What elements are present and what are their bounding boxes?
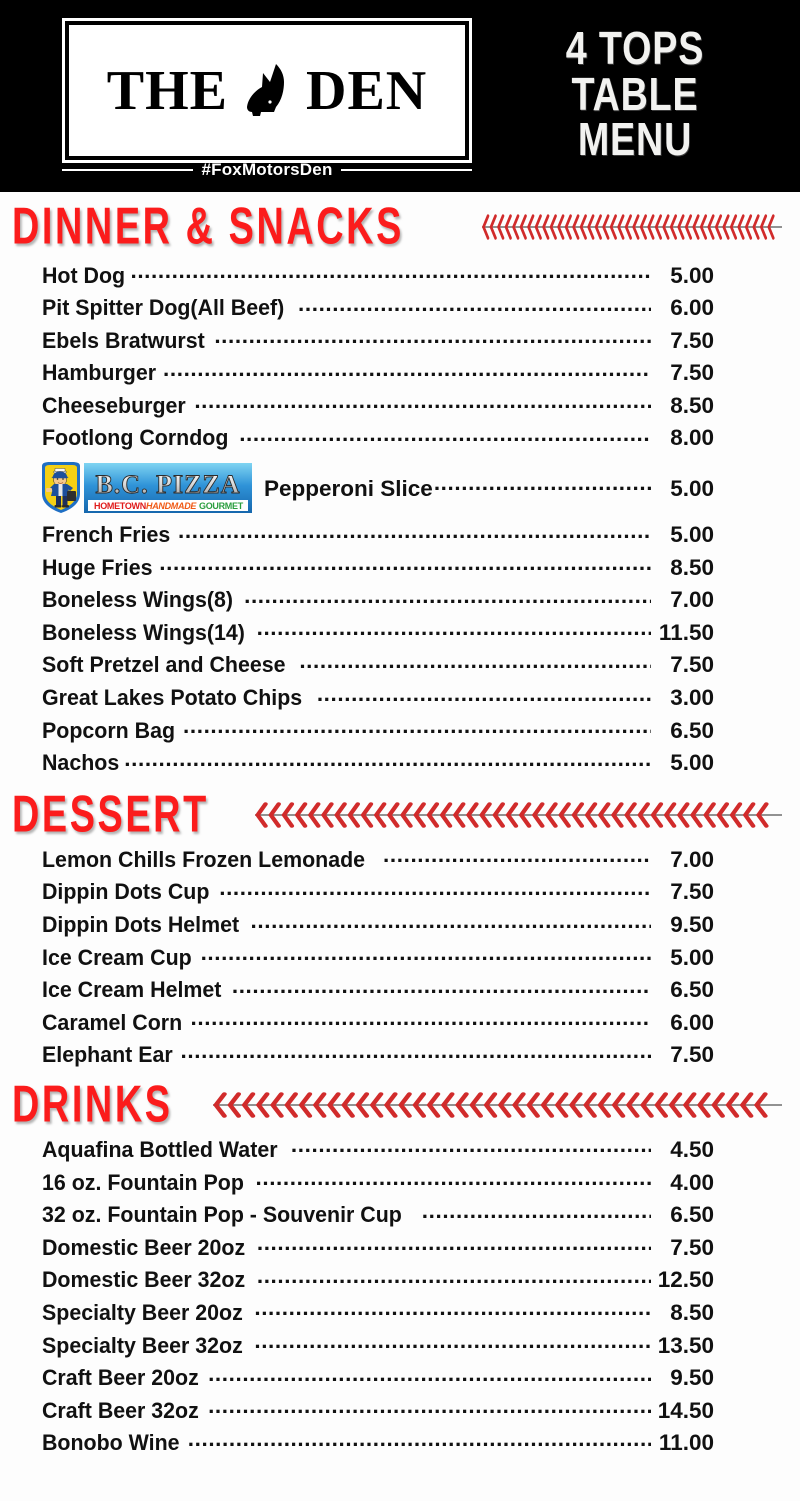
menu-row bbox=[42, 975, 714, 1008]
dot-leader bbox=[194, 390, 651, 413]
item-price: 6.50 bbox=[670, 1202, 714, 1228]
menu-row bbox=[42, 1232, 714, 1265]
item-price: 13.50 bbox=[657, 1332, 714, 1358]
item-name: Popcorn Bag bbox=[42, 717, 176, 743]
item-name: Dippin Dots Helmet bbox=[42, 912, 240, 937]
stitch-divider-dinner bbox=[482, 210, 782, 244]
item-name: Great Lakes Potato Chips bbox=[42, 685, 303, 711]
menu-row bbox=[42, 325, 714, 358]
menu-row bbox=[42, 844, 714, 877]
menu-row bbox=[42, 617, 714, 650]
menu-row bbox=[42, 1134, 714, 1167]
item-name: Craft Beer 20oz bbox=[42, 1365, 199, 1391]
dot-leader bbox=[256, 1167, 652, 1190]
dot-leader bbox=[291, 1134, 651, 1157]
item-price: 7.50 bbox=[670, 1042, 714, 1068]
dot-leader bbox=[254, 1330, 651, 1353]
dinner-items-lower bbox=[0, 520, 800, 781]
item-name: Specialty Beer 32oz bbox=[42, 1332, 243, 1358]
menu-row bbox=[42, 1167, 714, 1200]
dot-leader bbox=[178, 520, 651, 543]
item-price: 7.50 bbox=[670, 879, 714, 905]
item-price: 7.50 bbox=[670, 652, 714, 678]
item-name: Huge Fries bbox=[42, 554, 153, 580]
svg-text:B.C. PIZZA: B.C. PIZZA bbox=[95, 469, 241, 499]
section-title-dinner: DINNER & SNACKS bbox=[12, 197, 404, 256]
dot-leader bbox=[181, 1040, 651, 1063]
dot-leader bbox=[317, 683, 651, 706]
dot-leader bbox=[434, 473, 651, 496]
item-price: 11.00 bbox=[658, 1430, 714, 1456]
item-name: Domestic Beer 20oz bbox=[42, 1234, 246, 1260]
den-logo-inner bbox=[69, 25, 465, 156]
dot-leader bbox=[251, 910, 651, 933]
logo-word-den: DEN bbox=[306, 59, 428, 122]
item-name: Ebels Bratwurst bbox=[42, 327, 205, 353]
item-name: 32 oz. Fountain Pop - Souvenir Cup bbox=[42, 1202, 402, 1228]
menu-row bbox=[42, 1330, 714, 1363]
item-price: 6.50 bbox=[670, 717, 714, 743]
item-price: 12.50 bbox=[657, 1267, 714, 1293]
item-price: 5.00 bbox=[670, 522, 714, 548]
menu-title-line1: 4 TOPS bbox=[565, 22, 705, 74]
dot-leader bbox=[208, 1363, 651, 1386]
menu-row bbox=[42, 293, 714, 326]
dot-leader bbox=[239, 423, 651, 446]
item-price: 8.50 bbox=[670, 392, 714, 418]
item-price: 6.00 bbox=[670, 1009, 714, 1035]
menu-row bbox=[42, 423, 714, 456]
section-title-drinks: DRINKS bbox=[12, 1075, 173, 1134]
menu-title bbox=[516, 22, 754, 166]
item-price: 5.00 bbox=[670, 475, 714, 501]
dessert-items bbox=[0, 844, 800, 1072]
dot-leader bbox=[183, 715, 651, 738]
dot-leader bbox=[163, 358, 651, 381]
dinner-items-upper bbox=[0, 256, 800, 456]
header-banner bbox=[0, 0, 800, 192]
menu-row bbox=[42, 1297, 714, 1330]
item-name: Bonobo Wine bbox=[42, 1430, 180, 1456]
item-price: 9.50 bbox=[670, 912, 714, 937]
dot-leader bbox=[159, 552, 651, 575]
item-name: Hamburger bbox=[42, 360, 157, 386]
item-name: Boneless Wings(14) bbox=[42, 619, 245, 645]
dot-leader bbox=[257, 1232, 651, 1255]
menu-row bbox=[42, 877, 714, 910]
menu-title-line2: TABLE MENU bbox=[571, 67, 699, 166]
item-name: Nachos bbox=[42, 750, 120, 776]
menu-row bbox=[42, 1363, 714, 1396]
item-name: Boneless Wings(8) bbox=[42, 587, 234, 613]
menu-row bbox=[42, 942, 714, 975]
item-name: Pepperoni Slice bbox=[264, 475, 433, 501]
hashtag-row bbox=[62, 155, 472, 185]
menu-row bbox=[42, 390, 714, 423]
item-price: 11.50 bbox=[658, 619, 714, 645]
item-name: Specialty Beer 20oz bbox=[42, 1299, 243, 1325]
stitch-divider-drinks bbox=[213, 1088, 782, 1122]
item-price: 7.00 bbox=[670, 587, 714, 613]
bc-pizza-row bbox=[0, 456, 800, 520]
svg-text:HANDMADE: HANDMADE bbox=[146, 500, 197, 511]
dot-leader bbox=[299, 650, 651, 673]
hashtag-label: #FoxMotorsDen bbox=[201, 160, 333, 179]
dot-leader bbox=[201, 942, 651, 965]
menu-row bbox=[42, 585, 714, 618]
dot-leader bbox=[422, 1200, 651, 1223]
item-name: Cheeseburger bbox=[42, 392, 186, 418]
dot-leader bbox=[191, 1007, 651, 1030]
dot-leader bbox=[188, 1428, 651, 1451]
logo-word-the: THE bbox=[106, 59, 229, 122]
item-name: French Fries bbox=[42, 522, 171, 548]
item-price: 7.50 bbox=[670, 1234, 714, 1260]
menu-row bbox=[42, 552, 714, 585]
hashtag-rule-right bbox=[341, 169, 472, 171]
item-name: Aquafina Bottled Water bbox=[42, 1136, 278, 1162]
item-price: 6.50 bbox=[670, 977, 714, 1003]
menu-row bbox=[42, 1395, 714, 1428]
item-price: 6.00 bbox=[670, 295, 714, 321]
dot-leader bbox=[257, 617, 651, 640]
item-name: Craft Beer 32oz bbox=[42, 1397, 199, 1423]
menu-row bbox=[42, 260, 714, 293]
dot-leader bbox=[383, 844, 651, 867]
item-price: 5.00 bbox=[670, 262, 714, 288]
dot-leader bbox=[124, 748, 651, 771]
dot-leader bbox=[244, 585, 651, 608]
item-name: Pit Spitter Dog(All Beef) bbox=[42, 295, 285, 321]
menu-row bbox=[42, 1007, 714, 1040]
menu-row bbox=[42, 910, 714, 943]
section-drinks bbox=[0, 1076, 800, 1460]
item-price: 9.50 bbox=[670, 1365, 714, 1391]
dot-leader bbox=[298, 293, 651, 316]
fox-head-icon bbox=[236, 60, 298, 122]
menu-row bbox=[42, 1428, 714, 1461]
section-dinner-snacks bbox=[0, 192, 800, 780]
dot-leader bbox=[208, 1395, 651, 1418]
den-logo-box bbox=[62, 18, 472, 163]
item-name: Domestic Beer 32oz bbox=[42, 1267, 246, 1293]
menu-row bbox=[42, 1265, 714, 1298]
dot-leader bbox=[257, 1265, 651, 1288]
item-name: Hot Dog bbox=[42, 262, 126, 288]
section-header-drinks bbox=[0, 1076, 800, 1134]
hashtag-rule-left bbox=[62, 169, 193, 171]
item-name: Footlong Corndog bbox=[42, 425, 229, 451]
menu-row bbox=[42, 520, 714, 553]
item-price: 8.00 bbox=[670, 425, 714, 451]
section-dessert bbox=[0, 786, 800, 1072]
item-price: 3.00 bbox=[670, 685, 714, 711]
item-name: Lemon Chills Frozen Lemonade bbox=[42, 846, 366, 872]
menu-row bbox=[42, 1040, 714, 1073]
menu-row bbox=[42, 358, 714, 391]
item-price: 5.00 bbox=[670, 750, 714, 776]
bc-pizza-logo bbox=[36, 460, 252, 516]
dot-leader bbox=[232, 975, 651, 998]
dot-leader bbox=[214, 325, 651, 348]
item-name: 16 oz. Fountain Pop bbox=[42, 1169, 244, 1195]
stitch-divider-dessert bbox=[255, 798, 782, 832]
menu-row bbox=[42, 1200, 714, 1233]
item-name: Dippin Dots Cup bbox=[42, 879, 210, 905]
item-price: 14.50 bbox=[657, 1397, 714, 1423]
item-price: 7.50 bbox=[670, 360, 714, 386]
item-name: Caramel Corn bbox=[42, 1009, 183, 1035]
item-price: 5.00 bbox=[670, 944, 714, 970]
item-name: Soft Pretzel and Cheese bbox=[42, 652, 286, 678]
item-name: Elephant Ear bbox=[42, 1042, 173, 1068]
dot-leader bbox=[219, 877, 651, 900]
item-price: 8.50 bbox=[670, 1299, 714, 1325]
item-price: 7.00 bbox=[670, 846, 714, 872]
svg-text:HOMETOWN: HOMETOWN bbox=[94, 500, 146, 511]
section-title-dessert: DESSERT bbox=[12, 785, 209, 844]
item-price: 7.50 bbox=[670, 327, 714, 353]
item-name: Ice Cream Cup bbox=[42, 944, 192, 970]
item-name: Ice Cream Helmet bbox=[42, 977, 222, 1003]
menu-row bbox=[42, 715, 714, 748]
item-price: 8.50 bbox=[670, 554, 714, 580]
item-price: 4.00 bbox=[670, 1169, 714, 1195]
section-header-dessert bbox=[0, 786, 800, 844]
menu-row bbox=[42, 650, 714, 683]
menu-row-pepperoni-slice bbox=[264, 473, 714, 502]
drinks-items bbox=[0, 1134, 800, 1460]
section-header-dinner bbox=[0, 198, 800, 256]
dot-leader bbox=[130, 260, 651, 283]
menu-row bbox=[42, 748, 714, 781]
svg-text:GOURMET: GOURMET bbox=[199, 500, 243, 511]
menu-row bbox=[42, 683, 714, 716]
item-price: 4.50 bbox=[670, 1136, 714, 1162]
dot-leader bbox=[254, 1297, 651, 1320]
